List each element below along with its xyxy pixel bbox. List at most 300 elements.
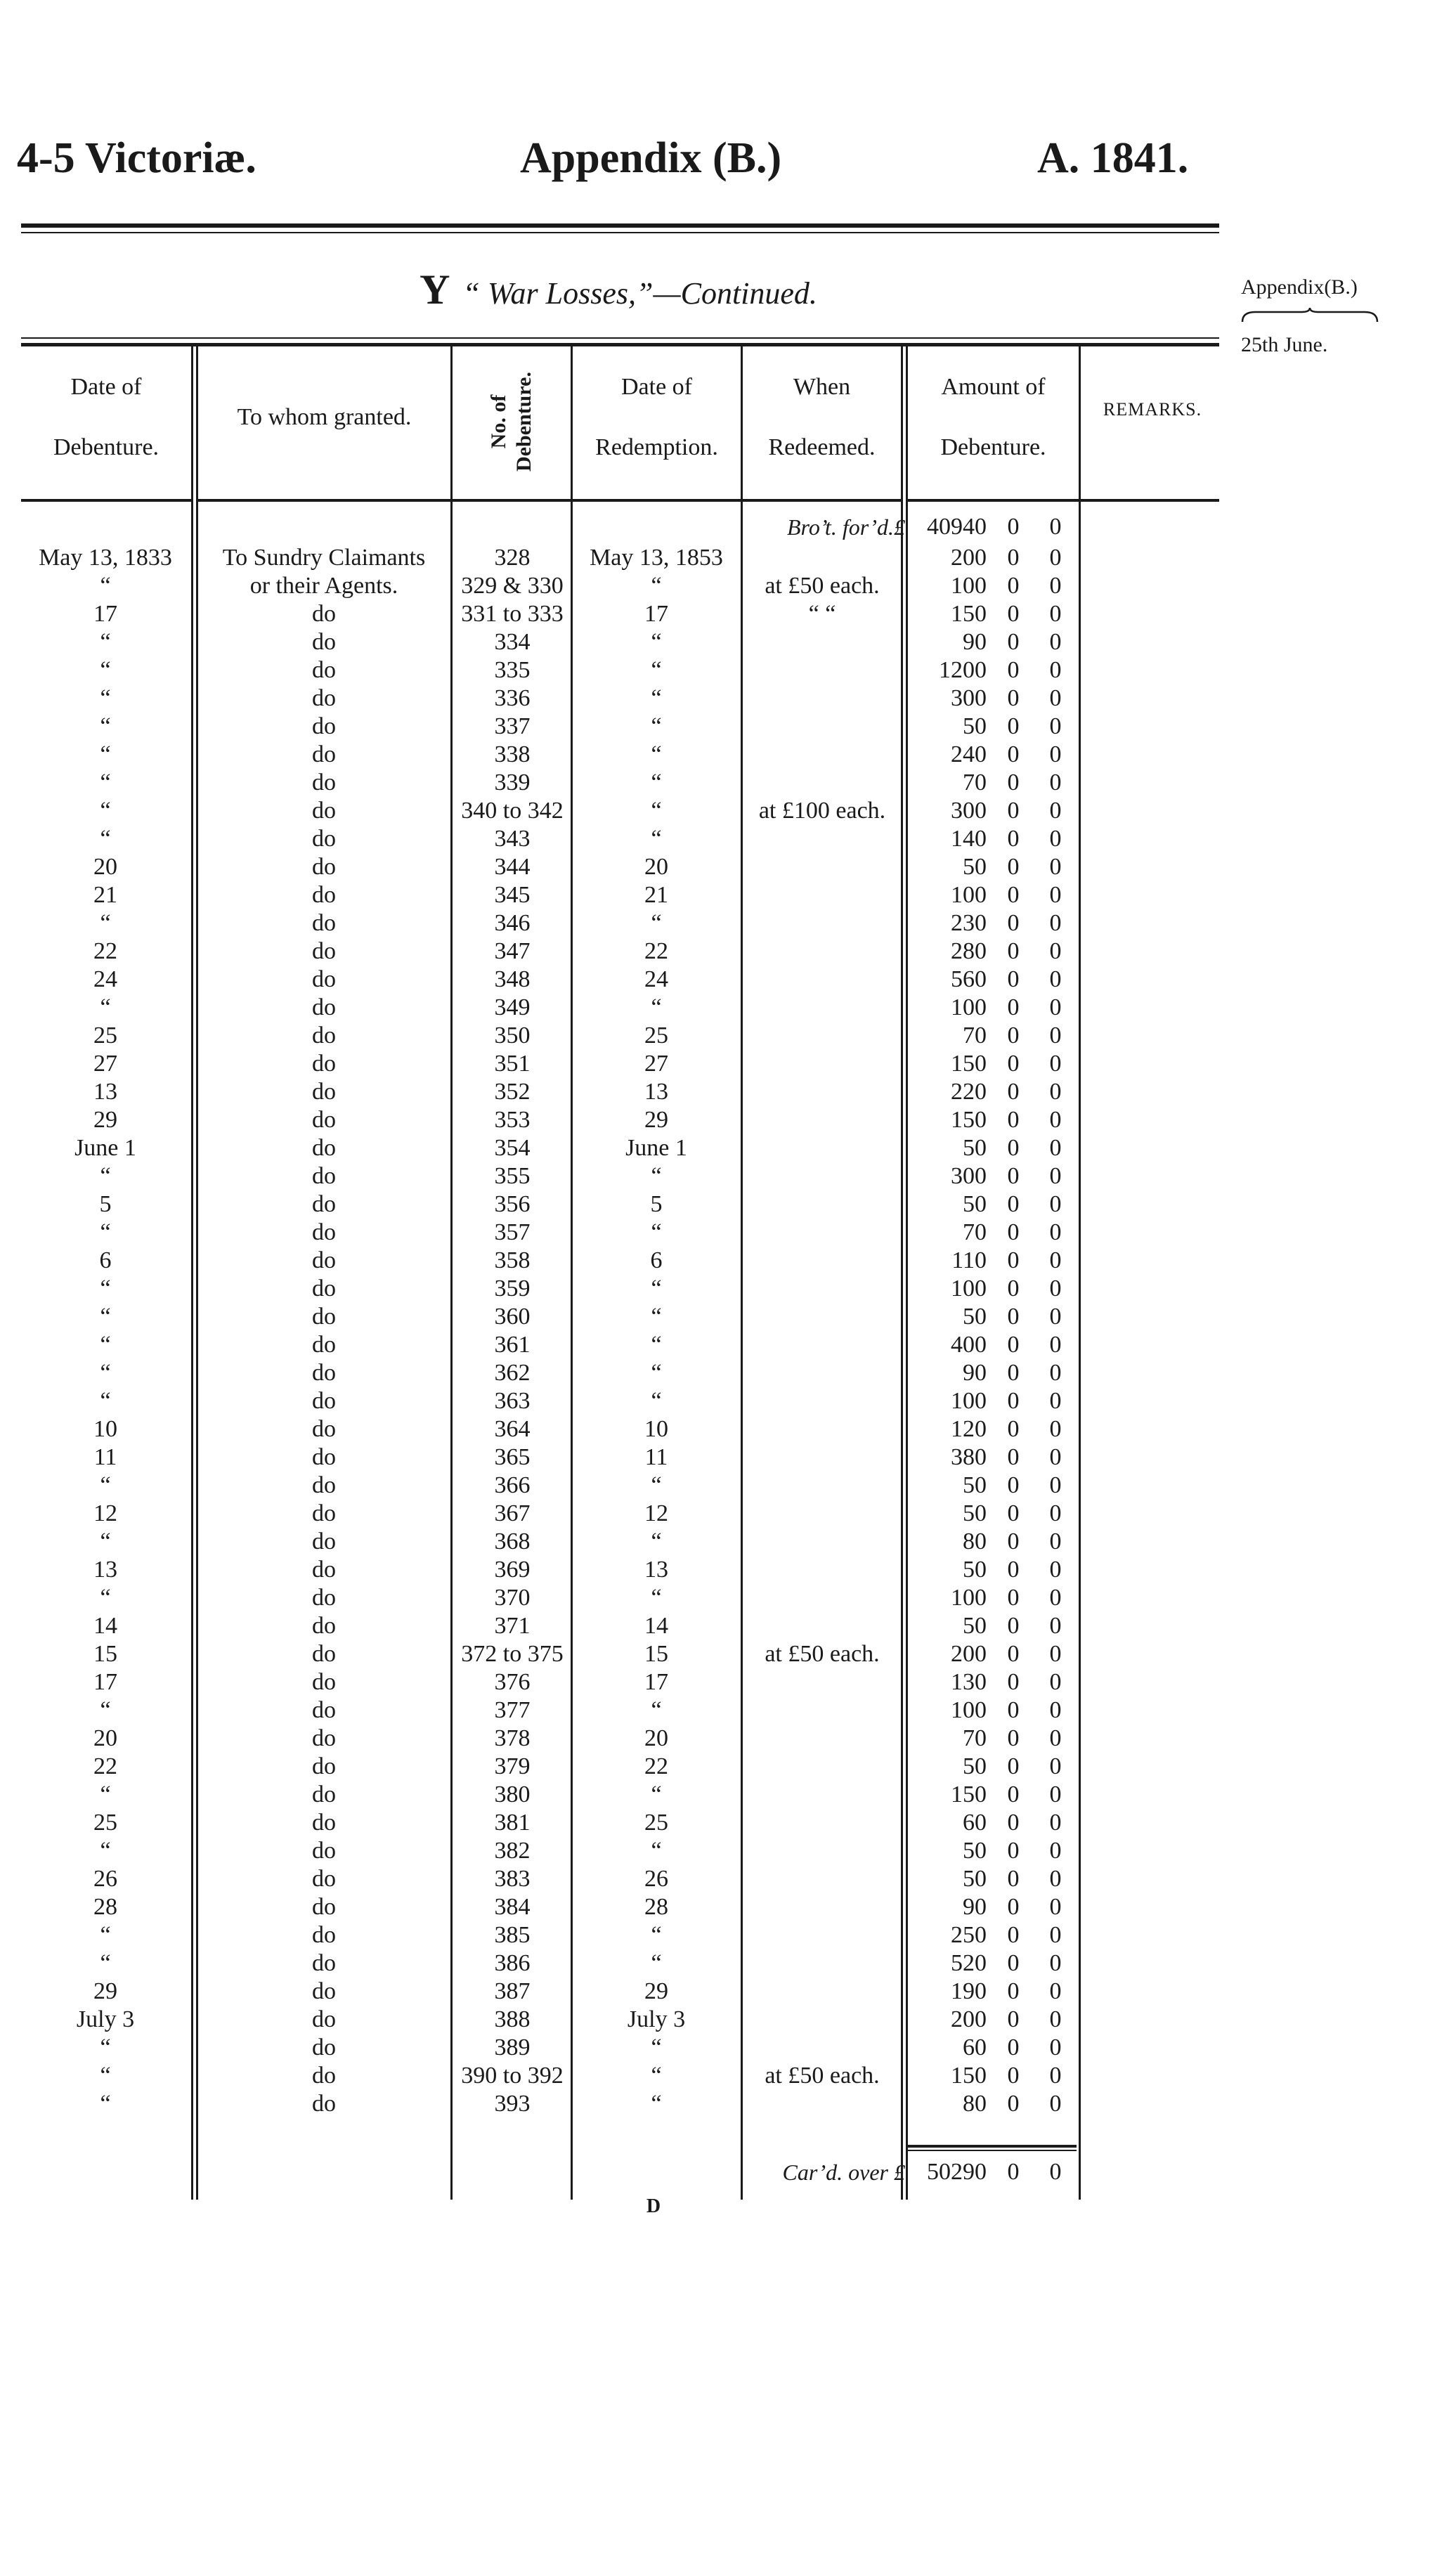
- amount-pounds-cell: 150: [951, 1107, 987, 1133]
- amount-pounds-cell: 80: [963, 2091, 987, 2117]
- debenture-number-cell: 362: [494, 1360, 531, 1386]
- date-cell: “: [100, 741, 111, 767]
- redemption-date-cell: 20: [644, 854, 668, 880]
- date-cell: “: [100, 1528, 111, 1554]
- amount-pounds-cell: 50: [963, 1304, 987, 1330]
- table-row: [0, 825, 1456, 853]
- table-row: [0, 1528, 1456, 1556]
- amount-pence-cell: 0: [1049, 826, 1062, 852]
- date-cell: 14: [93, 1613, 117, 1639]
- amount-shillings-cell: 0: [1007, 798, 1020, 824]
- redemption-date-cell: 13: [644, 1079, 668, 1105]
- amount-pence-cell: 0: [1049, 1978, 1062, 2004]
- date-cell: “: [100, 1163, 111, 1189]
- amount-pounds-cell: 100: [951, 1388, 987, 1414]
- redemption-date-cell: 22: [644, 1753, 668, 1779]
- header-separator: [453, 499, 571, 502]
- amount-pence-cell: 0: [1049, 966, 1062, 992]
- granted-to-cell: do: [312, 994, 336, 1020]
- date-cell: “: [100, 1838, 111, 1864]
- granted-to-cell: do: [312, 1753, 336, 1779]
- debenture-number-cell: 335: [494, 657, 531, 683]
- amount-pounds-cell: 50: [963, 1753, 987, 1779]
- amount-shillings-cell: 0: [1007, 1219, 1020, 1245]
- table-row: [0, 1809, 1456, 1837]
- amount-pounds-cell: 90: [963, 1360, 987, 1386]
- date-cell: “: [100, 994, 111, 1020]
- amount-pounds-cell: 50: [963, 1135, 987, 1161]
- redemption-date-cell: “: [651, 1922, 662, 1948]
- amount-shillings-cell: 0: [1007, 1781, 1020, 1807]
- appendix-title: Appendix (B.): [520, 134, 782, 182]
- granted-to-cell: do: [312, 1838, 336, 1864]
- granted-to-cell: do: [312, 1360, 336, 1386]
- amount-pounds-cell: 60: [963, 1810, 987, 1836]
- amount-shillings-cell: 0: [1007, 938, 1020, 964]
- section-letter: Y: [420, 266, 450, 313]
- debenture-number-cell: 389: [494, 2034, 531, 2060]
- amount-pence-cell: 0: [1049, 1641, 1062, 1667]
- table-row: [0, 909, 1456, 937]
- date-cell: 13: [93, 1079, 117, 1105]
- amount-pence-cell: 0: [1049, 601, 1062, 627]
- table-row: [0, 1837, 1456, 1865]
- table-row: [0, 1612, 1456, 1640]
- granted-to-cell: do: [312, 601, 336, 627]
- debenture-number-cell: 338: [494, 741, 531, 767]
- debenture-number-cell: 344: [494, 854, 531, 880]
- table-row: [0, 966, 1456, 994]
- debenture-number-cell: 369: [494, 1557, 531, 1583]
- amount-pounds-cell: 50: [963, 1500, 987, 1526]
- date-cell: 6: [99, 1247, 112, 1273]
- amount-pounds-cell: 70: [963, 1023, 987, 1049]
- amount-shillings-cell: 0: [1007, 1810, 1020, 1836]
- section-subtitle: [0, 266, 1237, 314]
- date-cell: 12: [93, 1500, 117, 1526]
- amount-pence-cell: 0: [1049, 882, 1062, 908]
- when-redeemed-cell: at £50 each.: [765, 573, 880, 599]
- margin-brace: [1241, 308, 1379, 323]
- amount-shillings-cell: 0: [1007, 1107, 1020, 1133]
- amount-pounds-cell: 130: [951, 1669, 987, 1695]
- date-cell: “: [100, 1332, 111, 1358]
- granted-to-cell: do: [312, 854, 336, 880]
- header-no-of-debenture: No. of Debenture.: [487, 372, 535, 472]
- amount-pence-cell: 0: [1049, 713, 1062, 739]
- date-cell: “: [100, 1472, 111, 1498]
- table-row: [0, 1022, 1456, 1050]
- redemption-date-cell: “: [651, 741, 662, 767]
- date-cell: “: [100, 685, 111, 711]
- amount-pence-cell: 0: [1049, 1107, 1062, 1133]
- amount-pounds-cell: 560: [951, 966, 987, 992]
- table-row: [0, 1668, 1456, 1696]
- redemption-date-cell: “: [651, 1219, 662, 1245]
- date-cell: “: [100, 1304, 111, 1330]
- debenture-number-cell: 350: [494, 1023, 531, 1049]
- amount-shillings-cell: 0: [1007, 1753, 1020, 1779]
- debenture-number-cell: 385: [494, 1922, 531, 1948]
- amount-shillings-cell: 0: [1007, 1922, 1020, 1948]
- amount-pence-cell: 0: [1049, 545, 1062, 571]
- amount-shillings-cell: 0: [1007, 1276, 1020, 1302]
- redemption-date-cell: 10: [644, 1416, 668, 1442]
- redemption-date-cell: 27: [644, 1051, 668, 1077]
- granted-to-cell: do: [312, 1697, 336, 1723]
- amount-pounds-cell: 80: [963, 1528, 987, 1554]
- amount-pence-cell: 0: [1049, 910, 1062, 936]
- table-row: [0, 741, 1456, 769]
- year-label: A. 1841.: [1037, 134, 1189, 182]
- amount-shillings-cell: 0: [1007, 1332, 1020, 1358]
- carried-over-shillings: 0: [1007, 2159, 1020, 2185]
- amount-pounds-cell: 300: [951, 1163, 987, 1189]
- granted-to-cell: do: [312, 2034, 336, 2060]
- amount-shillings-cell: 0: [1007, 882, 1020, 908]
- amount-pence-cell: 0: [1049, 1247, 1062, 1273]
- amount-shillings-cell: 0: [1007, 713, 1020, 739]
- table-row: [0, 572, 1456, 600]
- table-row: [0, 1275, 1456, 1303]
- amount-pence-cell: 0: [1049, 1388, 1062, 1414]
- amount-pence-cell: 0: [1049, 1753, 1062, 1779]
- granted-to-cell: do: [312, 1247, 336, 1273]
- amount-pence-cell: 0: [1049, 1416, 1062, 1442]
- amount-pounds-cell: 100: [951, 573, 987, 599]
- amount-pence-cell: 0: [1049, 2034, 1062, 2060]
- table-row: [0, 1556, 1456, 1584]
- amount-shillings-cell: 0: [1007, 1388, 1020, 1414]
- table-row: [0, 1415, 1456, 1443]
- granted-to-cell: do: [312, 1810, 336, 1836]
- amount-shillings-cell: 0: [1007, 1191, 1020, 1217]
- amount-shillings-cell: 0: [1007, 1866, 1020, 1892]
- amount-pence-cell: 0: [1049, 1191, 1062, 1217]
- amount-pounds-cell: 400: [951, 1332, 987, 1358]
- granted-to-cell: do: [312, 1163, 336, 1189]
- table-row: [0, 2034, 1456, 2062]
- amount-pounds-cell: 380: [951, 1444, 987, 1470]
- amount-pence-cell: 0: [1049, 1276, 1062, 1302]
- header-amount-of-debenture: Amount of Debenture.: [940, 374, 1046, 460]
- date-cell: 20: [93, 1725, 117, 1751]
- amount-pence-cell: 0: [1049, 1585, 1062, 1611]
- debenture-number-cell: 364: [494, 1416, 531, 1442]
- amount-shillings-cell: 0: [1007, 854, 1020, 880]
- amount-pounds-cell: 300: [951, 798, 987, 824]
- table-row: [0, 1190, 1456, 1219]
- date-cell: 27: [93, 1051, 117, 1077]
- debenture-number-cell: 346: [494, 910, 531, 936]
- redemption-date-cell: “: [651, 994, 662, 1020]
- granted-to-cell: do: [312, 1894, 336, 1920]
- amount-pounds-cell: 1200: [939, 657, 987, 683]
- granted-to-cell: do: [312, 741, 336, 767]
- debenture-number-cell: 347: [494, 938, 531, 964]
- table-row: [0, 1359, 1456, 1387]
- granted-to-cell: do: [312, 685, 336, 711]
- table-row: [0, 1865, 1456, 1893]
- amount-pounds-cell: 100: [951, 1697, 987, 1723]
- amount-pounds-cell: 140: [951, 826, 987, 852]
- debenture-number-cell: 345: [494, 882, 531, 908]
- redemption-date-cell: “: [651, 1585, 662, 1611]
- debenture-number-cell: 343: [494, 826, 531, 852]
- amount-pence-cell: 0: [1049, 1079, 1062, 1105]
- amount-pounds-cell: 60: [963, 2034, 987, 2060]
- debenture-number-cell: 331 to 333: [461, 601, 564, 627]
- debenture-number-cell: 376: [494, 1669, 531, 1695]
- redemption-date-cell: 11: [644, 1444, 668, 1470]
- granted-to-cell: do: [312, 1641, 336, 1667]
- carried-over-amount: 50290: [927, 2159, 987, 2185]
- table-top-rule-thin: [21, 337, 1219, 339]
- amount-pounds-cell: 280: [951, 938, 987, 964]
- when-redeemed-cell: at £50 each.: [765, 2063, 880, 2089]
- granted-to-cell: do: [312, 1557, 336, 1583]
- date-cell: 5: [99, 1191, 112, 1217]
- debenture-number-cell: 337: [494, 713, 531, 739]
- redemption-date-cell: “: [651, 2091, 662, 2117]
- header-separator: [908, 499, 1079, 502]
- date-cell: “: [100, 657, 111, 683]
- debenture-number-cell: 334: [494, 629, 531, 655]
- granted-to-cell: do: [312, 2063, 336, 2089]
- granted-to-cell: or their Agents.: [249, 573, 398, 599]
- amount-shillings-cell: 0: [1007, 1669, 1020, 1695]
- carried-over-label: Car’d. over £: [782, 2160, 905, 2185]
- signature-mark: D: [646, 2195, 661, 2217]
- amount-pounds-cell: 250: [951, 1922, 987, 1948]
- granted-to-cell: do: [312, 1444, 336, 1470]
- table-row: [0, 1500, 1456, 1528]
- amount-pounds-cell: 90: [963, 629, 987, 655]
- table-row: [0, 1162, 1456, 1190]
- date-cell: “: [100, 910, 111, 936]
- amount-pounds-cell: 50: [963, 854, 987, 880]
- debenture-number-cell: 365: [494, 1444, 531, 1470]
- date-cell: “: [100, 2091, 111, 2117]
- amount-pounds-cell: 100: [951, 882, 987, 908]
- table-top-rule-thick: [21, 343, 1219, 346]
- debenture-number-cell: 348: [494, 966, 531, 992]
- table-row: [0, 853, 1456, 881]
- table-row: [0, 656, 1456, 684]
- date-cell: June 1: [74, 1135, 136, 1161]
- amount-pounds-cell: 50: [963, 1866, 987, 1892]
- debenture-number-cell: 328: [494, 545, 531, 571]
- table-row: [0, 1472, 1456, 1500]
- amount-shillings-cell: 0: [1007, 1247, 1020, 1273]
- amount-pence-cell: 0: [1049, 1444, 1062, 1470]
- table-row: [0, 1387, 1456, 1415]
- granted-to-cell: do: [312, 2006, 336, 2032]
- amount-shillings-cell: 0: [1007, 994, 1020, 1020]
- amount-shillings-cell: 0: [1007, 910, 1020, 936]
- granted-to-cell: do: [312, 1978, 336, 2004]
- debenture-number-cell: 340 to 342: [461, 798, 564, 824]
- date-cell: 25: [93, 1810, 117, 1836]
- date-cell: “: [100, 2034, 111, 2060]
- granted-to-cell: do: [312, 1276, 336, 1302]
- debenture-number-cell: 351: [494, 1051, 531, 1077]
- table-row: [0, 1640, 1456, 1668]
- amount-shillings-cell: 0: [1007, 1135, 1020, 1161]
- granted-to-cell: do: [312, 1725, 336, 1751]
- margin-date: 25th June.: [1241, 333, 1328, 356]
- date-cell: 10: [93, 1416, 117, 1442]
- redemption-date-cell: “: [651, 1838, 662, 1864]
- granted-to-cell: do: [312, 1107, 336, 1133]
- debenture-number-cell: 370: [494, 1585, 531, 1611]
- redemption-date-cell: “: [651, 1163, 662, 1189]
- debenture-number-cell: 390 to 392: [461, 2063, 564, 2089]
- table-row: [0, 1106, 1456, 1134]
- amount-shillings-cell: 0: [1007, 826, 1020, 852]
- debenture-number-cell: 372 to 375: [461, 1641, 564, 1667]
- granted-to-cell: do: [312, 1079, 336, 1105]
- amount-pounds-cell: 50: [963, 1472, 987, 1498]
- granted-to-cell: do: [312, 1585, 336, 1611]
- amount-shillings-cell: 0: [1007, 770, 1020, 796]
- amount-shillings-cell: 0: [1007, 1697, 1020, 1723]
- granted-to-cell: do: [312, 1866, 336, 1892]
- amount-pounds-cell: 300: [951, 685, 987, 711]
- amount-pence-cell: 0: [1049, 1781, 1062, 1807]
- debenture-number-cell: 371: [494, 1613, 531, 1639]
- redemption-date-cell: 25: [644, 1023, 668, 1049]
- amount-pounds-cell: 110: [951, 1247, 987, 1273]
- granted-to-cell: do: [312, 910, 336, 936]
- redemption-date-cell: 17: [644, 1669, 668, 1695]
- debenture-number-cell: 366: [494, 1472, 531, 1498]
- table-row: [0, 1696, 1456, 1725]
- debenture-number-cell: 388: [494, 2006, 531, 2032]
- date-cell: 15: [93, 1641, 117, 1667]
- brought-forward-shillings: 0: [1007, 514, 1020, 540]
- table-row: [0, 937, 1456, 966]
- amount-pence-cell: 0: [1049, 938, 1062, 964]
- date-cell: “: [100, 770, 111, 796]
- granted-to-cell: do: [312, 1472, 336, 1498]
- debenture-number-cell: 379: [494, 1753, 531, 1779]
- amount-pounds-cell: 230: [951, 910, 987, 936]
- amount-pounds-cell: 520: [951, 1950, 987, 1976]
- amount-pence-cell: 0: [1049, 741, 1062, 767]
- granted-to-cell: do: [312, 1191, 336, 1217]
- amount-pence-cell: 0: [1049, 1557, 1062, 1583]
- debenture-number-cell: 339: [494, 770, 531, 796]
- amount-pence-cell: 0: [1049, 1838, 1062, 1864]
- date-cell: “: [100, 1276, 111, 1302]
- amount-shillings-cell: 0: [1007, 1051, 1020, 1077]
- amount-shillings-cell: 0: [1007, 1557, 1020, 1583]
- carried-over-pence: 0: [1049, 2159, 1062, 2185]
- amount-shillings-cell: 0: [1007, 741, 1020, 767]
- table-row: [0, 1781, 1456, 1809]
- granted-to-cell: do: [312, 1051, 336, 1077]
- granted-to-cell: do: [312, 798, 336, 824]
- debenture-number-cell: 386: [494, 1950, 531, 1976]
- amount-shillings-cell: 0: [1007, 1416, 1020, 1442]
- date-cell: “: [100, 629, 111, 655]
- redemption-date-cell: “: [651, 713, 662, 739]
- amount-pence-cell: 0: [1049, 1669, 1062, 1695]
- amount-pence-cell: 0: [1049, 854, 1062, 880]
- amount-pounds-cell: 90: [963, 1894, 987, 1920]
- amount-shillings-cell: 0: [1007, 1360, 1020, 1386]
- amount-pence-cell: 0: [1049, 1472, 1062, 1498]
- header-date-of-redemption: Date of Redemption.: [595, 374, 718, 460]
- when-redeemed-cell: at £100 each.: [758, 798, 886, 824]
- debenture-number-cell: 380: [494, 1781, 531, 1807]
- date-cell: “: [100, 1922, 111, 1948]
- table-row: [0, 2006, 1456, 2034]
- redemption-date-cell: 5: [650, 1191, 663, 1217]
- date-cell: 25: [93, 1023, 117, 1049]
- granted-to-cell: do: [312, 882, 336, 908]
- debenture-number-cell: 329 & 330: [461, 573, 564, 599]
- debenture-number-cell: 355: [494, 1163, 531, 1189]
- granted-to-cell: do: [312, 1669, 336, 1695]
- redemption-date-cell: “: [651, 798, 662, 824]
- table-row: [0, 994, 1456, 1022]
- table-row: [0, 1949, 1456, 1978]
- amount-shillings-cell: 0: [1007, 685, 1020, 711]
- date-cell: “: [100, 1950, 111, 1976]
- date-cell: “: [100, 1585, 111, 1611]
- debenture-number-cell: 354: [494, 1135, 531, 1161]
- table-row: [0, 684, 1456, 713]
- table-row: [0, 600, 1456, 628]
- header-rule-thick: [21, 223, 1219, 228]
- redemption-date-cell: 20: [644, 1725, 668, 1751]
- redemption-date-cell: “: [651, 1304, 662, 1330]
- debenture-number-cell: 358: [494, 1247, 531, 1273]
- header-remarks: REMARKS.: [1103, 399, 1202, 420]
- redemption-date-cell: 15: [644, 1641, 668, 1667]
- amount-shillings-cell: 0: [1007, 1163, 1020, 1189]
- debenture-number-cell: 349: [494, 994, 531, 1020]
- header-separator: [573, 499, 741, 502]
- amount-pence-cell: 0: [1049, 1922, 1062, 1948]
- date-cell: “: [100, 713, 111, 739]
- redemption-date-cell: “: [651, 826, 662, 852]
- date-cell: “: [100, 2063, 111, 2089]
- table-row: [0, 1753, 1456, 1781]
- amount-pounds-cell: 50: [963, 1613, 987, 1639]
- table-row: [0, 1303, 1456, 1331]
- redemption-date-cell: “: [651, 1528, 662, 1554]
- redemption-date-cell: 28: [644, 1894, 668, 1920]
- redemption-date-cell: “: [651, 1360, 662, 1386]
- amount-pence-cell: 0: [1049, 2006, 1062, 2032]
- amount-pounds-cell: 70: [963, 770, 987, 796]
- redemption-date-cell: “: [651, 1332, 662, 1358]
- granted-to-cell: do: [312, 657, 336, 683]
- redemption-date-cell: 12: [644, 1500, 668, 1526]
- redemption-date-cell: 13: [644, 1557, 668, 1583]
- redemption-date-cell: “: [651, 1276, 662, 1302]
- table-row: [0, 769, 1456, 797]
- date-cell: 29: [93, 1107, 117, 1133]
- amount-shillings-cell: 0: [1007, 629, 1020, 655]
- amount-pounds-cell: 70: [963, 1219, 987, 1245]
- amount-pence-cell: 0: [1049, 629, 1062, 655]
- redemption-date-cell: May 13, 1853: [590, 545, 723, 571]
- redemption-date-cell: “: [651, 910, 662, 936]
